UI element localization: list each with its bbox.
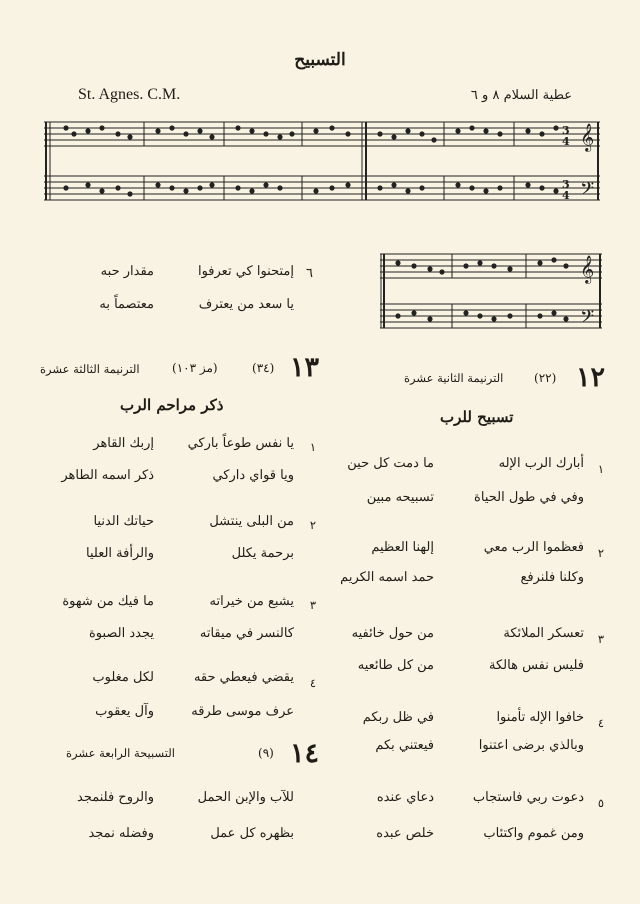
hymn13-v1-number: ١ (309, 440, 317, 454)
treble-clef-small-icon: 𝄞 (580, 255, 595, 283)
hymn13-paren-2: (مز ١٠٣) (172, 361, 218, 375)
hymn12-v4-l2: فيعتني بكم (375, 738, 434, 753)
hymn12-v1-l1: ما دمت كل حين (347, 456, 434, 471)
hymn12-v4-l1: في ظل ربكم (362, 710, 434, 725)
music-score-main (44, 114, 600, 216)
hymn12-v2-l2: حمد اسمه الكريم (340, 570, 434, 585)
tune-name: St. Agnes. C.M. (78, 86, 181, 103)
svg-text:4: 4 (562, 135, 570, 148)
hymn13-v1-l2: ذكر اسمه الطاهر (61, 468, 154, 483)
hymn13-v3-number: ٣ (309, 598, 317, 612)
svg-text:3: 3 (562, 124, 570, 137)
hymn12-v6-right-1: إمتحنوا كي تعرفوا (197, 264, 294, 279)
hymn12-v2-r1: فعظموا الرب معي (483, 540, 584, 555)
hymn13-v3-r2: كالنسر في ميقاته (199, 626, 294, 641)
hymn12-v2-number: ٢ (597, 546, 605, 560)
hymn12-v2-l1: إلهنا العظيم (371, 540, 434, 555)
hymn13-v2-r1: من البلى ينتشل (209, 514, 294, 529)
hymn12-v5-r2: ومن غموم واكتئاب (483, 826, 584, 841)
hymn13-v4-l1: لكل مغلوب (92, 670, 154, 685)
hymn12-v6-left-1: مقدار حبه (100, 264, 154, 279)
hymn12-v2-r2: وكلنا فلنرفع (520, 570, 584, 585)
music-score-small (380, 246, 602, 336)
hymn13-v3-r1: يشبع من خيراته (209, 594, 294, 609)
svg-text:4: 4 (562, 189, 570, 202)
hymn14-label: التسبيحة الرابعة عشرة (66, 746, 175, 760)
hymn12-v4-r1: خافوا الإله تأمنوا (496, 710, 584, 725)
hymn13-paren: (٣٤) (252, 361, 275, 375)
hymn14-number: ١٤ (290, 738, 320, 768)
hymn14-line1-right: للآب والإبن الحمل (197, 790, 294, 805)
hymn12-v1-l2: تسبيحه مبين (366, 490, 434, 505)
hymn12-v3-number: ٣ (597, 632, 605, 646)
hymn13-v3-l2: يجدد الصبوة (88, 626, 154, 641)
hymn12-v5-l1: دعاي عنده (376, 790, 434, 805)
hymn14-paren: (٩) (258, 746, 274, 760)
hymn12-v6-right-2: يا سعد من يعترف (198, 297, 294, 312)
bass-clef-small-icon: 𝄢 (580, 307, 595, 332)
hymn14-line1-left: والروح فلنمجد (77, 790, 154, 805)
hymn12-label: الترنيمة الثانية عشرة (404, 371, 504, 385)
hymn13-v4-r1: يقضي فيعطي حقه (193, 670, 294, 685)
hymn12-paren: (٢٢) (534, 371, 557, 385)
hymn12-v5-number: ٥ (597, 796, 605, 810)
hymn13-number: ١٣ (290, 352, 320, 382)
svg-text:3: 3 (562, 178, 570, 191)
hymn13-v2-l2: والرأفة العليا (86, 546, 154, 561)
hymn13-v4-l2: وآل يعقوب (95, 704, 154, 719)
page-title: التسبيح (294, 50, 346, 70)
hymn13-label: الترنيمة الثالثة عشرة (40, 362, 140, 376)
hymn12-v3-l1: من حول خائفيه (351, 626, 434, 641)
hymn13-v4-r2: عرف موسى طرقه (191, 704, 294, 719)
hymn12-v6-number: ٦ (306, 266, 313, 281)
hymn12-v5-r1: دعوت ربي فاستجاب (472, 790, 584, 805)
hymn12-v4-r2: وبالذي برضى اعتنوا (478, 738, 584, 753)
hymn13-v2-r2: برحمة يكلل (231, 546, 294, 561)
hymn13-v4-number: ٤ (309, 676, 317, 690)
hymn13-v1-r2: ويا قواي داركي (212, 468, 294, 483)
hymn13-v3-l1: ما فيك من شهوة (62, 594, 154, 609)
hymn12-number: ١٢ (576, 362, 606, 392)
hymn12-v5-l2: خلص عبده (376, 826, 434, 841)
hymn12-v1-number: ١ (597, 462, 605, 476)
hymn12-v1-r1: أبارك الرب الإله (498, 456, 584, 471)
hymn12-v4-number: ٤ (597, 716, 605, 730)
hymn12-v6-left-2: معتصماً به (99, 297, 154, 312)
hymn12-v3-r1: تعسكر الملائكة (503, 626, 584, 641)
hymn13-v1-r1: يا نفس طوعاً باركي (187, 436, 294, 451)
bass-clef-icon: 𝄢 (580, 179, 595, 204)
hymn12-title: تسبيح للرب (440, 408, 514, 426)
hymn12-v3-r2: فليس نفس هالكة (489, 658, 584, 673)
hymn14-line2-right: بظهره كل عمل (210, 826, 294, 841)
treble-clef-icon: 𝄞 (580, 123, 595, 151)
hymn13-v1-l1: إربك القاهر (93, 436, 154, 451)
hymn13-title: ذكر مراحم الرب (120, 396, 224, 414)
hymn13-v2-l1: حياتك الدنيا (93, 514, 154, 529)
meter-reference: عطية السلام ٨ و ٦ (470, 88, 572, 103)
hymn12-v1-r2: وفي في طول الحياة (474, 490, 584, 505)
hymn13-v2-number: ٢ (309, 518, 317, 532)
hymn12-v3-l2: من كل طائعيه (357, 658, 434, 673)
hymn14-line2-left: وفضله نمجد (88, 826, 154, 841)
